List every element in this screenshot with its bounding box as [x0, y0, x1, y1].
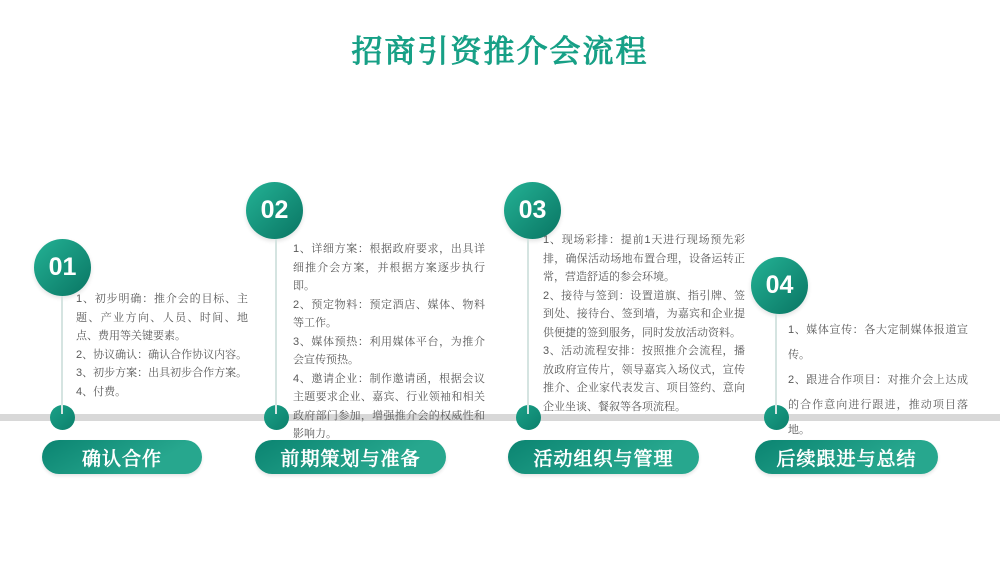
step-1-detail-item: 2、协议确认：确认合作协议内容。	[76, 348, 248, 361]
step-2-number-badge: 02	[246, 182, 303, 239]
step-3-detail-item: 1、现场彩排：提前1天进行现场预先彩排，确保活动场地布置合理，设备运转正常，营造舒适的参会环境。	[543, 234, 745, 283]
step-4-details	[788, 318, 968, 443]
step-4-connector-line	[775, 314, 777, 414]
stage-button-planning-preparation[interactable]: 前期策划与准备	[255, 440, 446, 474]
step-3-detail-item: 3、活动流程安排：按照推介会流程，播放政府宣传片，领导嘉宾入场仪式，宣传推介、企业家代表发言、项目签约、意向企业坐谈、餐叙等各项流程。	[543, 345, 745, 413]
stage-button-organization-management[interactable]: 活动组织与管理	[508, 440, 699, 474]
step-1-connector-line	[61, 296, 63, 414]
stage-button-confirm-cooperation[interactable]: 确认合作	[42, 440, 202, 474]
step-4-detail-item: 1、媒体宣传：各大定制媒体报道宣传。	[788, 324, 968, 361]
step-1-detail-item: 4、付费。	[76, 385, 127, 398]
step-2-connector-line	[275, 239, 277, 414]
step-3-connector-line	[527, 239, 529, 414]
step-1-details	[76, 290, 248, 401]
step-4-detail-item: 2、跟进合作项目：对推介会上达成的合作意向进行跟进，推动项目落地。	[788, 374, 968, 436]
step-2-detail-item: 2、预定物料：预定酒店、媒体、物料等工作。	[293, 298, 485, 329]
stage-button-followup-summary[interactable]: 后续跟进与总结	[755, 440, 938, 474]
page-title: 招商引资推介会流程	[351, 34, 649, 69]
step-2-detail-item: 1、详细方案：根据政府要求，出具详细推介会方案，并根据方案逐步执行即。	[293, 243, 485, 292]
step-1-number-badge: 01	[34, 239, 91, 296]
step-3-number-badge: 03	[504, 182, 561, 239]
step-1-detail-item: 3、初步方案：出具初步合作方案。	[76, 367, 248, 379]
step-3-detail-item: 2、接待与签到：设置道旗、指引牌、签到处、接待台、签到墙，为嘉宾和企业提供便捷的签到服务，同时发放活动资料。	[543, 289, 745, 339]
step-2-detail-item: 4、邀请企业：制作邀请函，根据会议主题要求企业、嘉宾、行业领袖和相关政府部门参加，增强推介会的权威性和影响力。	[293, 372, 485, 440]
step-2-details	[293, 240, 485, 444]
step-1-detail-item: 1、初步明确：推介会的目标、主题、产业方向、人员、时间、地点、费用等关键要素。	[76, 293, 248, 342]
step-2-detail-item: 3、媒体预热：利用媒体平台，为推介会宣传预热。	[293, 335, 485, 366]
step-3-details	[543, 231, 745, 416]
step-4-number-badge: 04	[751, 257, 808, 314]
